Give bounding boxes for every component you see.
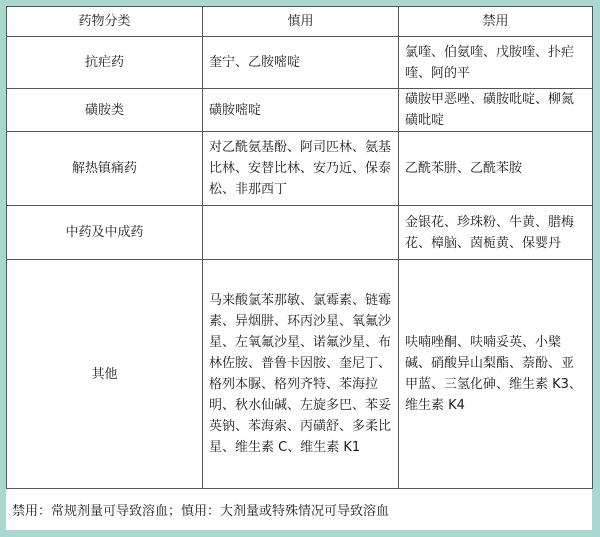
table-footnote: 禁用：常规剂量可导致溶血；慎用：大剂量或特殊情况可导致溶血 [12,504,390,519]
row-caution: 磺胺嘧啶 [203,89,399,132]
row-forbidden: 氯喹、伯氨喹、戊胺喹、扑疟喹、阿的平 [399,37,593,89]
row-caution [203,206,399,260]
table-row [7,132,593,206]
row-caution: 奎宁、乙胺嘧啶 [203,37,399,89]
row-category: 其他 [7,260,203,489]
row-forbidden: 磺胺甲恶唑、磺胺吡啶、柳氮磺吡啶 [399,89,593,132]
header-forbidden: 禁用 [399,7,593,37]
row-forbidden: 乙酰苯肼、乙酰苯胺 [399,132,593,206]
header-caution: 慎用 [203,7,399,37]
header-category: 药物分类 [7,7,203,37]
table-header-row [7,7,593,37]
table-row [7,206,593,260]
row-caution: 对乙酰氨基酚、阿司匹林、氨基比林、安替比林、安乃近、保泰松、非那西丁 [203,132,399,206]
row-category: 抗疟药 [7,37,203,89]
row-category: 解热镇痛药 [7,132,203,206]
drug-classification-table [6,6,593,489]
table-row [7,37,593,89]
row-forbidden: 金银花、珍珠粉、牛黄、腊梅花、樟脑、茵栀黄、保婴丹 [399,206,593,260]
row-category: 中药及中成药 [7,206,203,260]
drug-table-card [6,6,592,530]
table-row [7,89,593,132]
table-row [7,260,593,489]
row-forbidden: 呋喃唑酮、呋喃妥英、小檗碱、硝酸异山梨酯、萘酚、亚甲蓝、三氢化砷、维生素 K3、维生素 K4 [399,260,593,489]
row-category: 磺胺类 [7,89,203,132]
row-caution: 马来酸氯苯那敏、氯霉素、链霉素、异烟肼、环丙沙星、氧氟沙星、左氧氟沙星、诺氟沙星、布林佐胺、普鲁卡因胺、奎尼丁、格列本脲、格列齐特、苯海拉明、秋水仙碱、左旋多巴、苯妥英钠、苯海索、丙磺舒、多柔比星、维生素 C、维生素 K1 [203,260,399,489]
